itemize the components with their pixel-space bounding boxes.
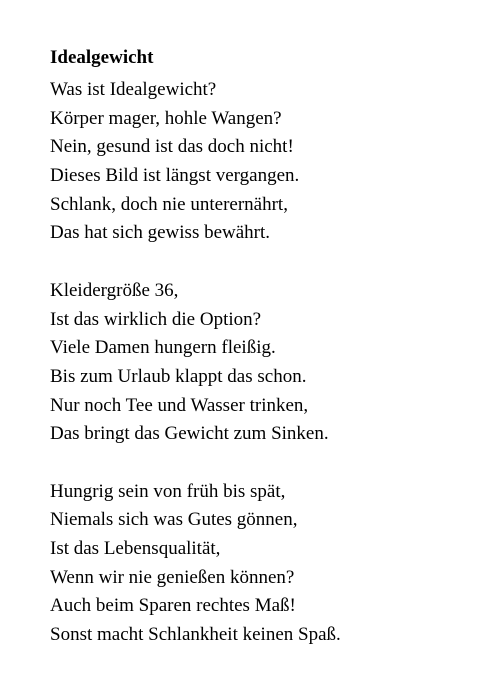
poem-line: Das hat sich gewiss bewährt.: [50, 222, 271, 244]
stanza-1: [50, 76, 470, 248]
poem-line: Niemals sich was Gutes gönnen,: [50, 509, 298, 531]
stanza-3: [50, 478, 470, 650]
poem-line: Das bringt das Gewicht zum Sinken.: [50, 423, 329, 445]
poem-line: Nur noch Tee und Wasser trinken,: [50, 394, 309, 416]
poem-line: Kleidergröße 36,: [50, 279, 179, 301]
poem-line: Auch beim Sparen rechtes Maß!: [50, 595, 296, 617]
poem-line: Ist das Lebensqualität,: [50, 538, 221, 559]
poem-line: Körper mager, hohle Wangen?: [50, 107, 282, 129]
poem-line: Schlank, doch nie unterernährt,: [50, 193, 288, 215]
poem-line: Sonst macht Schlankheit keinen Spaß.: [50, 624, 341, 646]
poem-line: Was ist Idealgewicht?: [50, 79, 217, 100]
poem-line: Dieses Bild ist längst vergangen.: [50, 165, 300, 187]
poem-line: Wenn wir nie genießen können?: [50, 566, 295, 588]
poem-line: Viele Damen hungern fleißig.: [50, 337, 276, 359]
poem-line: Nein, gesund ist das doch nicht!: [50, 136, 294, 158]
poem-line: Ist das wirklich die Option?: [50, 308, 262, 330]
poem: [50, 47, 470, 650]
stanza-2: [50, 277, 470, 449]
poem-line: Bis zum Urlaub klappt das schon.: [50, 365, 307, 387]
poem-title: Idealgewicht: [50, 47, 154, 68]
poem-line: Hungrig sein von früh bis spät,: [50, 480, 286, 502]
